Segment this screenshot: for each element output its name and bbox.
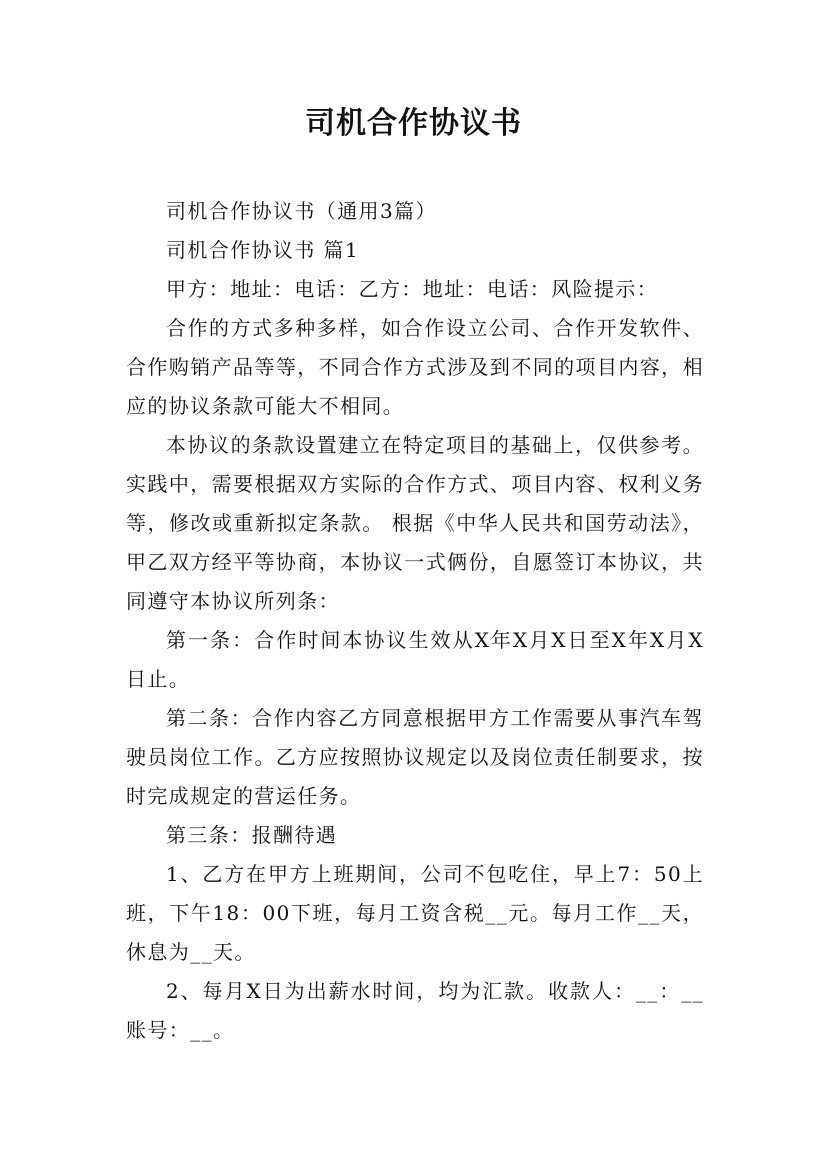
paragraph-subtitle: 司机合作协议书（通用3篇）: [166, 199, 437, 223]
paragraph-article-2: 第二条：合作内容乙方同意根据甲方工作需要从事汽车驾驶员岗位工作。乙方应按照协议规定以及岗位责任制要求，按时完成规定的营运任务。: [126, 706, 704, 808]
paragraph-risk-note: 合作的方式多种多样，如合作设立公司、合作开发软件、合作购销产品等等，不同合作方式涉及到不同的项目内容，相应的协议条款可能大不相同。: [126, 316, 704, 418]
paragraph-reference-note: 本协议的条款设置建立在特定项目的基础上，仅供参考。实践中，需要根据双方实际的合作方式、项目内容、权利义务等，修改或重新拟定条款。 根据《中华人民共和国劳动法》，甲乙双方经平等协商，本协议一式俩份，自愿签订本协议，共同遵守本协议所列条：: [126, 433, 704, 613]
paragraph-article-1: 第一条：合作时间本协议生效从X年X月X日至X年X月X日止。: [126, 628, 704, 691]
paragraph-parties: 甲方：地址：电话：乙方：地址：电话：风险提示：: [166, 277, 659, 301]
paragraph-clause-1: 1、乙方在甲方上班期间，公司不包吃住，早上7：50上班，下午18：00下班，每月工资含税__元。每月工作__天，休息为__天。: [126, 862, 704, 964]
paragraph-clause-2: 2、每月X日为出薪水时间，均为汇款。收款人：__：__账号：__。: [126, 979, 704, 1042]
paragraph-article-3-heading: 第三条：报酬待遇: [166, 823, 338, 847]
document-body: [126, 192, 704, 1050]
document-title: 司机合作协议书: [305, 106, 522, 141]
paragraph-section-heading: 司机合作协议书 篇1: [166, 238, 360, 262]
